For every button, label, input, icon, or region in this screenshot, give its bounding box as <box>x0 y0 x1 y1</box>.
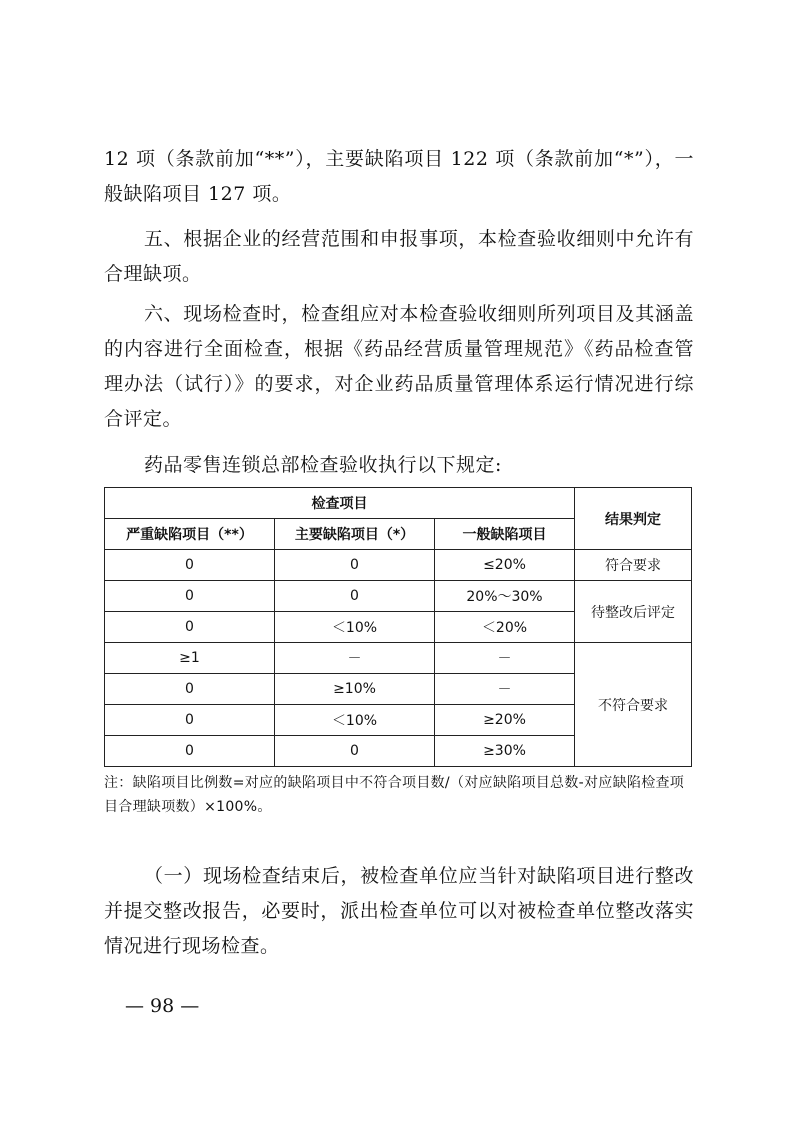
cell-serious: 0 <box>105 674 275 705</box>
cell-serious: 0 <box>105 550 275 581</box>
cell-general: － <box>435 643 575 674</box>
cell-major: 0 <box>275 736 435 767</box>
cell-general: 20%～30% <box>435 581 575 612</box>
table-row <box>105 643 692 674</box>
table-caption: 药品零售连锁总部检查验收执行以下规定: <box>144 454 502 476</box>
cell-major: ＜10% <box>275 612 435 643</box>
page-number: — 98 — <box>125 995 200 1017</box>
header-major-defects: 主要缺陷项目（*） <box>275 519 435 550</box>
paragraph-item-five: 五、根据企业的经营范围和申报事项，本检查验收细则中允许有合理缺项。 <box>104 228 694 285</box>
cell-major: ≥10% <box>275 674 435 705</box>
cell-serious: 0 <box>105 736 275 767</box>
cell-general: ≤20% <box>435 550 575 581</box>
cell-result-pending: 待整改后评定 <box>575 581 692 643</box>
cell-major: 0 <box>275 581 435 612</box>
evaluation-criteria-table <box>104 487 692 767</box>
cell-serious: 0 <box>105 612 275 643</box>
cell-major: 0 <box>275 550 435 581</box>
cell-general: ≥30% <box>435 736 575 767</box>
paragraph-item-six: 六、现场检查时，检查组应对本检查验收细则所列项目及其涵盖的内容进行全面检查，根据《药品经营质量管理规范》《药品检查管理办法（试行）》的要求，对企业药品质量管理体系运行情况进行综合评定。 <box>104 303 694 430</box>
cell-result-pass: 符合要求 <box>575 550 692 581</box>
cell-major: － <box>275 643 435 674</box>
header-result: 结果判定 <box>575 488 692 550</box>
header-general-defects: 一般缺陷项目 <box>435 519 575 550</box>
cell-general: ＜20% <box>435 612 575 643</box>
paragraph-rectification: （一）现场检查结束后，被检查单位应当针对缺陷项目进行整改并提交整改报告，必要时，派出检查单位可以对被检查单位整改落实情况进行现场检查。 <box>104 865 694 957</box>
cell-serious: ≥1 <box>105 643 275 674</box>
header-inspection-items: 检查项目 <box>105 488 575 519</box>
cell-serious: 0 <box>105 581 275 612</box>
table-note: 注：缺陷项目比例数=对应的缺陷项目中不符合项目数/（对应缺陷项目总数-对应缺陷检查项目合理缺项数）×100%。 <box>104 775 685 815</box>
cell-general: － <box>435 674 575 705</box>
paragraph-defect-counts: 12 项（条款前加“**”），主要缺陷项目 122 项（条款前加“*”），一般缺陷项目 127 项。 <box>104 148 694 205</box>
table-row <box>105 550 692 581</box>
cell-general: ≥20% <box>435 705 575 736</box>
cell-serious: 0 <box>105 705 275 736</box>
header-serious-defects: 严重缺陷项目（**） <box>105 519 275 550</box>
cell-result-fail: 不符合要求 <box>575 643 692 767</box>
table-row <box>105 581 692 612</box>
cell-major: ＜10% <box>275 705 435 736</box>
